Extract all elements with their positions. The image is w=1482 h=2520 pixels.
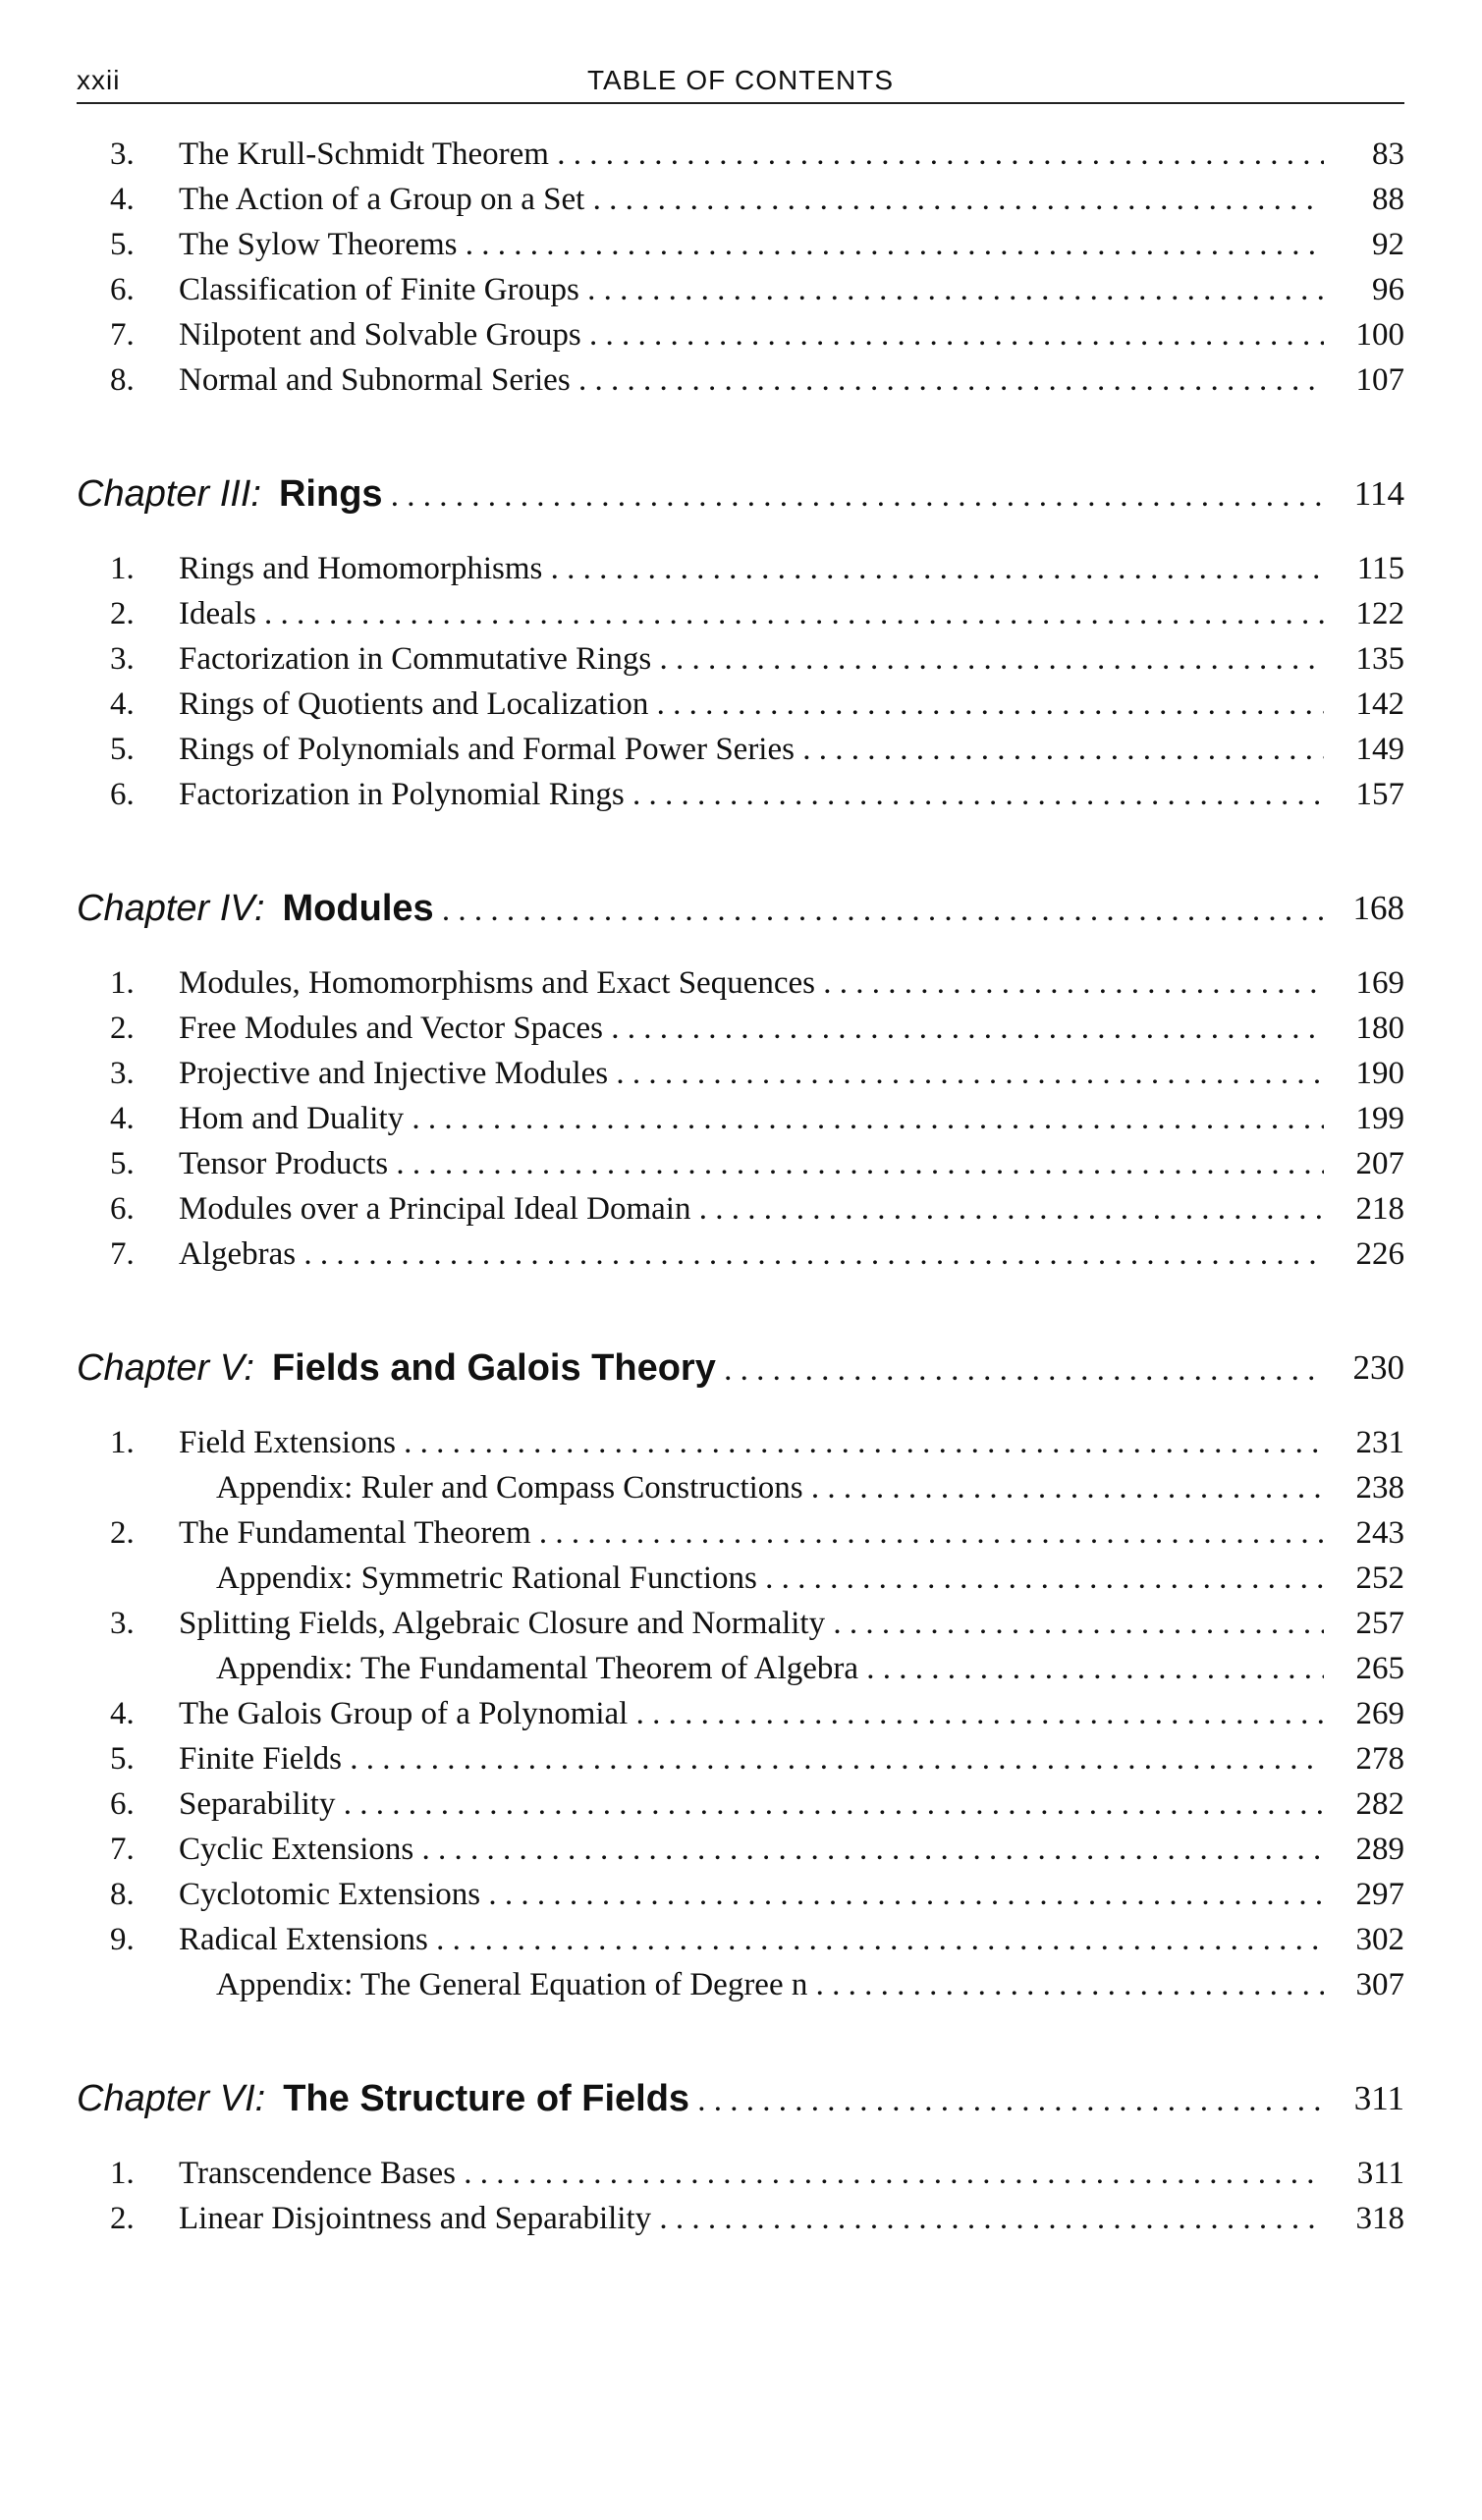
- section-title: Radical Extensions: [179, 1922, 428, 1957]
- section-number: 4.: [110, 1696, 135, 1731]
- chapter-page-number: 168: [1352, 889, 1404, 927]
- section-page-number: 207: [1355, 1146, 1404, 1181]
- toc-appendix-entry: [77, 1465, 1404, 1510]
- section-title: Appendix: The Fundamental Theorem of Algebra: [216, 1651, 859, 1686]
- section-title: Splitting Fields, Algebraic Closure and Normality: [179, 1606, 826, 1641]
- section-page-number: 226: [1355, 1236, 1404, 1272]
- chapter-title-leader: [77, 2070, 1324, 2135]
- toc-section-entry: [77, 267, 1404, 312]
- toc-section-entry: [77, 177, 1404, 222]
- section-title-leader: [179, 312, 1324, 357]
- section-page-number: 149: [1355, 732, 1404, 767]
- section-number: 8.: [110, 362, 135, 398]
- section-title: Appendix: The General Equation of Degree n: [216, 1967, 808, 2002]
- toc-section-entry: [77, 1186, 1404, 1232]
- section-title-leader: [179, 177, 1324, 222]
- chapter-heading: [77, 1340, 1404, 1397]
- section-title-leader: [179, 1691, 1324, 1736]
- chapter-title-leader: [77, 1340, 1324, 1404]
- toc-appendix-entry: [77, 1646, 1404, 1691]
- section-number: 3.: [110, 137, 135, 172]
- toc-section-entry: [77, 1736, 1404, 1781]
- section-page-number: 88: [1372, 182, 1404, 217]
- section-page-number: 318: [1355, 2201, 1404, 2236]
- section-number: 4.: [110, 686, 135, 722]
- toc-section-entry: [77, 1141, 1404, 1186]
- running-head: [77, 57, 1404, 104]
- page-folio: xxii: [77, 65, 121, 95]
- section-title-leader: [179, 2196, 1324, 2241]
- section-page-number: 115: [1356, 551, 1404, 586]
- section-page-number: 142: [1355, 686, 1404, 722]
- section-number: 2.: [110, 2201, 135, 2236]
- section-title-leader: [216, 1962, 1324, 2007]
- section-page-number: 302: [1355, 1922, 1404, 1957]
- section-title-leader: [179, 1601, 1324, 1646]
- section-number: 3.: [110, 641, 135, 677]
- section-page-number: 289: [1355, 1832, 1404, 1867]
- spacer: [77, 403, 1404, 466]
- section-page-number: 83: [1372, 137, 1404, 172]
- section-page-number: 218: [1355, 1191, 1404, 1227]
- section-title: Separability: [179, 1786, 336, 1822]
- toc-section-entry: [77, 1827, 1404, 1872]
- section-title-leader: [179, 1096, 1324, 1141]
- section-page-number: 252: [1355, 1561, 1404, 1596]
- section-page-number: 100: [1355, 317, 1404, 353]
- section-page-number: 278: [1355, 1741, 1404, 1777]
- section-title: Appendix: Ruler and Compass Constructions: [216, 1470, 803, 1506]
- toc-page: [77, 57, 1404, 2473]
- toc-section-entry: [77, 357, 1404, 403]
- section-title-leader: [179, 2151, 1324, 2196]
- toc-entries: [77, 132, 1404, 2241]
- section-number: 4.: [110, 182, 135, 217]
- section-page-number: 297: [1355, 1877, 1404, 1912]
- section-title-leader: [179, 591, 1324, 636]
- section-title-leader: [179, 222, 1324, 267]
- chapter-label: Chapter VI:: [77, 2078, 266, 2119]
- section-title: The Action of a Group on a Set: [179, 182, 585, 217]
- toc-section-entry: [77, 546, 1404, 591]
- section-title: Normal and Subnormal Series: [179, 362, 571, 398]
- section-page-number: 169: [1355, 965, 1404, 1001]
- toc-section-entry: [77, 1691, 1404, 1736]
- section-title-leader: [179, 1141, 1324, 1186]
- section-page-number: 157: [1355, 777, 1404, 812]
- section-number: 5.: [110, 732, 135, 767]
- section-title-leader: [179, 1232, 1324, 1277]
- section-title-leader: [179, 1420, 1324, 1465]
- toc-section-entry: [77, 772, 1404, 817]
- section-page-number: 269: [1355, 1696, 1404, 1731]
- toc-appendix-entry: [77, 1556, 1404, 1601]
- toc-section-entry: [77, 727, 1404, 772]
- section-title-leader: [179, 1872, 1324, 1917]
- section-number: 5.: [110, 227, 135, 262]
- section-title: The Fundamental Theorem: [179, 1515, 531, 1551]
- section-page-number: 257: [1355, 1606, 1404, 1641]
- section-title-leader: [179, 636, 1324, 682]
- toc-section-entry: [77, 1420, 1404, 1465]
- chapter-page-number: 114: [1353, 474, 1404, 513]
- section-title-leader: [216, 1646, 1324, 1691]
- section-page-number: 199: [1355, 1101, 1404, 1136]
- toc-section-entry: [77, 636, 1404, 682]
- section-title: Factorization in Polynomial Rings: [179, 777, 625, 812]
- section-page-number: 231: [1355, 1425, 1404, 1460]
- toc-section-entry: [77, 1872, 1404, 1917]
- section-page-number: 243: [1355, 1515, 1404, 1551]
- section-number: 4.: [110, 1101, 135, 1136]
- section-page-number: 122: [1355, 596, 1404, 631]
- section-page-number: 180: [1355, 1011, 1404, 1046]
- section-number: 1.: [110, 551, 135, 586]
- spacer: [77, 2007, 1404, 2070]
- toc-section-entry: [77, 1006, 1404, 1051]
- section-number: 2.: [110, 1011, 135, 1046]
- spacer: [77, 1277, 1404, 1340]
- section-title: Cyclic Extensions: [179, 1832, 414, 1867]
- section-title: Algebras: [179, 1236, 297, 1272]
- section-title-leader: [179, 132, 1324, 177]
- section-title: Field Extensions: [179, 1425, 396, 1460]
- section-number: 1.: [110, 2156, 135, 2191]
- section-title: The Sylow Theorems: [179, 227, 458, 262]
- section-number: 5.: [110, 1741, 135, 1777]
- section-title-leader: [179, 267, 1324, 312]
- toc-section-entry: [77, 1051, 1404, 1096]
- section-page-number: 190: [1355, 1056, 1404, 1091]
- section-title-leader: [179, 546, 1324, 591]
- chapter-page-number: 230: [1352, 1348, 1404, 1387]
- section-page-number: 265: [1355, 1651, 1404, 1686]
- section-page-number: 282: [1355, 1786, 1404, 1822]
- section-number: 2.: [110, 1515, 135, 1551]
- section-number: 3.: [110, 1606, 135, 1641]
- section-number: 6.: [110, 777, 135, 812]
- section-number: 7.: [110, 1236, 135, 1272]
- section-number: 6.: [110, 1191, 135, 1227]
- section-number: 2.: [110, 596, 135, 631]
- section-title: Appendix: Symmetric Rational Functions: [216, 1561, 757, 1596]
- section-title-leader: [179, 1917, 1324, 1962]
- section-title-leader: [216, 1556, 1324, 1601]
- section-title: Tensor Products: [179, 1146, 389, 1181]
- section-title-leader: [179, 1510, 1324, 1556]
- toc-section-entry: [77, 1781, 1404, 1827]
- section-title: Free Modules and Vector Spaces: [179, 1011, 603, 1046]
- toc-section-entry: [77, 591, 1404, 636]
- section-number: 3.: [110, 1056, 135, 1091]
- section-title: Nilpotent and Solvable Groups: [179, 317, 581, 353]
- section-title-leader: [179, 1781, 1324, 1827]
- spacer: [77, 817, 1404, 880]
- toc-section-entry: [77, 312, 1404, 357]
- chapter-title: The Structure of Fields: [283, 2078, 690, 2119]
- toc-section-entry: [77, 1917, 1404, 1962]
- section-title: Modules over a Principal Ideal Domain: [179, 1191, 691, 1227]
- chapter-title: Fields and Galois Theory: [271, 1347, 716, 1389]
- section-title-leader: [179, 1736, 1324, 1781]
- section-title-leader: [179, 1006, 1324, 1051]
- section-number: 1.: [110, 965, 135, 1001]
- section-number: 5.: [110, 1146, 135, 1181]
- chapter-title-leader: [77, 466, 1324, 530]
- toc-section-entry: [77, 2196, 1404, 2241]
- chapter-heading: [77, 2070, 1404, 2127]
- section-title: Factorization in Commutative Rings: [179, 641, 652, 677]
- section-page-number: 135: [1355, 641, 1404, 677]
- toc-section-entry: [77, 960, 1404, 1006]
- chapter-label: Chapter IV:: [77, 888, 265, 929]
- section-title: Finite Fields: [179, 1741, 342, 1777]
- section-title-leader: [179, 682, 1324, 727]
- section-title-leader: [179, 357, 1324, 403]
- chapter-heading: [77, 880, 1404, 937]
- section-number: 1.: [110, 1425, 135, 1460]
- section-title: The Krull-Schmidt Theorem: [179, 137, 549, 172]
- section-title: Rings of Quotients and Localization: [179, 686, 649, 722]
- section-title: Classification of Finite Groups: [179, 272, 579, 307]
- toc-section-entry: [77, 1510, 1404, 1556]
- section-title: Transcendence Bases: [179, 2156, 456, 2191]
- section-title: Modules, Homomorphisms and Exact Sequences: [179, 965, 815, 1001]
- section-title: Cyclotomic Extensions: [179, 1877, 481, 1912]
- section-title-leader: [179, 960, 1324, 1006]
- toc-section-entry: [77, 2151, 1404, 2196]
- section-title-leader: [179, 1827, 1324, 1872]
- toc-section-entry: [77, 222, 1404, 267]
- toc-appendix-entry: [77, 1962, 1404, 2007]
- toc-section-entry: [77, 1601, 1404, 1646]
- chapter-title: Modules: [282, 888, 434, 929]
- chapter-label: Chapter III:: [77, 473, 261, 515]
- section-page-number: 311: [1356, 2156, 1404, 2191]
- section-page-number: 238: [1355, 1470, 1404, 1506]
- section-title-leader: [216, 1465, 1324, 1510]
- section-title: Linear Disjointness and Separability: [179, 2201, 652, 2236]
- section-title-leader: [179, 1051, 1324, 1096]
- section-number: 6.: [110, 272, 135, 307]
- section-number: 7.: [110, 317, 135, 353]
- spacer: [77, 104, 1404, 132]
- section-page-number: 107: [1355, 362, 1404, 398]
- chapter-title-leader: [77, 880, 1324, 945]
- section-page-number: 92: [1372, 227, 1404, 262]
- section-number: 6.: [110, 1786, 135, 1822]
- section-page-number: 96: [1372, 272, 1404, 307]
- section-title: Rings and Homomorphisms: [179, 551, 543, 586]
- toc-section-entry: [77, 132, 1404, 177]
- section-title-leader: [179, 772, 1324, 817]
- toc-section-entry: [77, 1096, 1404, 1141]
- section-title: The Galois Group of a Polynomial: [179, 1696, 629, 1731]
- section-number: 8.: [110, 1877, 135, 1912]
- section-title: Rings of Polynomials and Formal Power Series: [179, 732, 795, 767]
- chapter-page-number: 311: [1353, 2079, 1404, 2117]
- toc-section-entry: [77, 1232, 1404, 1277]
- section-title: Hom and Duality: [179, 1101, 405, 1136]
- chapter-heading: [77, 466, 1404, 522]
- section-number: 7.: [110, 1832, 135, 1867]
- section-title-leader: [179, 727, 1324, 772]
- chapter-title: Rings: [278, 473, 383, 515]
- section-title: Projective and Injective Modules: [179, 1056, 609, 1091]
- section-title-leader: [179, 1186, 1324, 1232]
- running-title: TABLE OF CONTENTS: [586, 65, 895, 95]
- section-title: Ideals: [179, 596, 256, 631]
- section-page-number: 307: [1355, 1967, 1404, 2002]
- toc-section-entry: [77, 682, 1404, 727]
- chapter-label: Chapter V:: [77, 1347, 254, 1389]
- section-number: 9.: [110, 1922, 135, 1957]
